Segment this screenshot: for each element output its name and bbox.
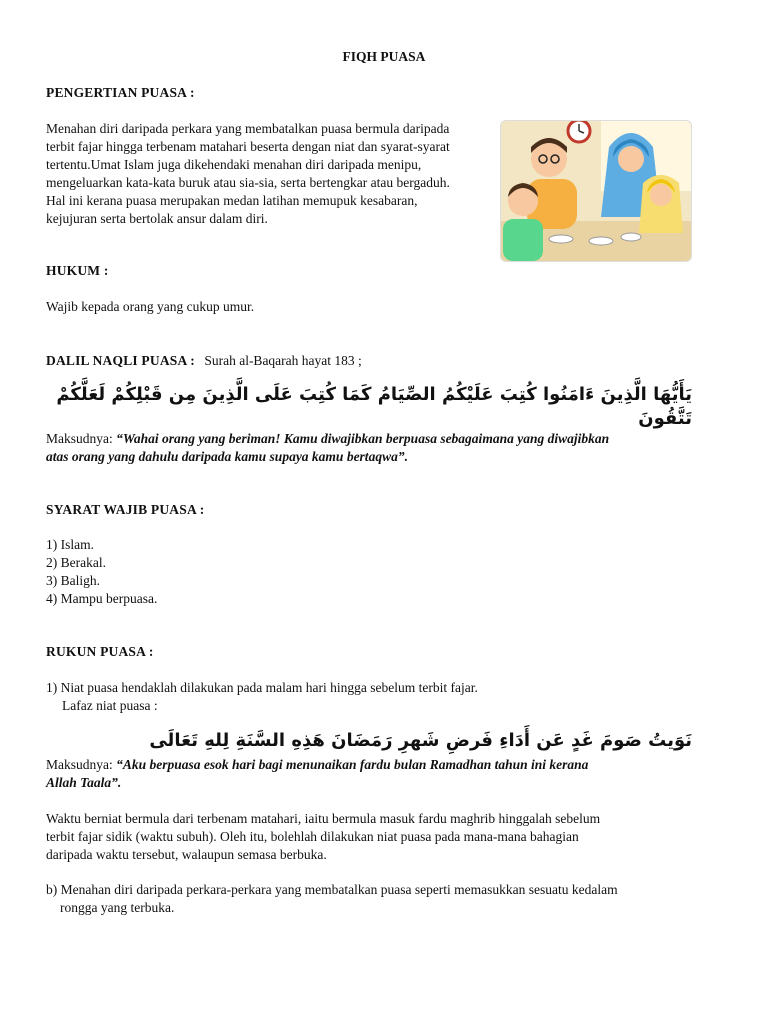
pengertian-paragraph — [46, 120, 496, 228]
pengertian-line: kejujuran serta bertolak ansur dalam diri. — [46, 211, 268, 226]
item-b-line: b) Menahan diri daripada perkara-perkara yang membatalkan puasa seperti memasukkan sesuatu kedalam — [46, 882, 618, 897]
family-breakfast-illustration — [500, 120, 692, 262]
waktu-line: Waktu berniat bermula dari terbenam matahari, iaitu bermula masuk fardu maghrib hinggalah sebelum — [46, 811, 601, 826]
pengertian-line: Menahan diri daripada perkara yang membatalkan puasa bermula daripada — [46, 121, 450, 136]
lafaz-niat-label: Lafaz niat puasa : — [62, 698, 158, 713]
list-item: 2) Berakal. — [46, 555, 106, 570]
pengertian-line: mengeluarkan kata-kata buruk atau sia-sia, serta bertengkar atau bergaduh. — [46, 175, 450, 190]
rukun-item-b — [46, 881, 706, 917]
hukum-text: Wajib kepada orang yang cukup umur. — [46, 299, 255, 314]
dalil-source: Surah al-Baqarah hayat 183 ; — [204, 353, 362, 368]
page-title: FIQH PUASA — [342, 49, 426, 64]
rukun-heading: RUKUN PUASA : — [46, 644, 154, 659]
list-item: 3) Baligh. — [46, 573, 100, 588]
dalil-line — [46, 352, 362, 370]
syarat-heading: SYARAT WAJIB PUASA : — [46, 502, 205, 517]
rukun-item-1: 1) Niat puasa hendaklah dilakukan pada malam hari hingga sebelum terbit fajar. — [46, 680, 478, 695]
dalil-maksud — [46, 430, 690, 466]
pengertian-heading: PENGERTIAN PUASA : — [46, 85, 195, 100]
hukum-heading: HUKUM : — [46, 263, 109, 278]
dalil-heading: DALIL NAQLI PUASA : — [46, 353, 195, 368]
rukun-maksud — [46, 756, 690, 792]
list-item: 4) Mampu berpuasa. — [46, 591, 158, 606]
waktu-line: daripada waktu tersebut, walaupun semasa berbuka. — [46, 847, 327, 862]
rukun-maksud-text-2: Allah Taala”. — [46, 775, 122, 790]
list-item: 1) Islam. — [46, 537, 94, 552]
rukun-maksud-text: “Aku berpuasa esok hari bagi menunaikan fardu bulan Ramadhan tahun ini kerana — [116, 757, 589, 772]
pengertian-line: Hal ini kerana puasa merupakan medan latihan memupuk kesabaran, — [46, 193, 418, 208]
dalil-arabic-verse: يَأَيُّهَا الَّذِينَ ءَامَنُوا كُتِبَ عَلَيْكُمُ الصِّيَامُ كَمَا كُتِبَ عَلَى الَّذِينَ مِن قَبْلِكُمْ لَعَلَّكُمْ تَتَّقُونَ — [56, 384, 692, 429]
niat-arabic: نَوَيتُ صَومَ غَدٍ عَن أَدَاءِ فَرضِ شَهرِ رَمَضَانَ هَذِهِ السَّنَةِ لِلهِ تَعَالَى — [149, 730, 692, 751]
dalil-maksud-label: Maksudnya: — [46, 431, 113, 446]
dalil-maksud-text: “Wahai orang yang beriman! Kamu diwajibkan berpuasa sebagaimana yang diwajibkan — [116, 431, 610, 446]
pengertian-line: tertentu.Umat Islam juga dikehendaki menahan diri daripada menipu, — [46, 157, 422, 172]
pengertian-line: terbit fajar hingga terbenam matahari beserta dengan niat dan syarat-syarat — [46, 139, 450, 154]
rukun-maksud-label: Maksudnya: — [46, 757, 113, 772]
dalil-maksud-text-2: atas orang yang dahulu daripada kamu supaya kamu bertaqwa”. — [46, 449, 408, 464]
waktu-line: terbit fajar sidik (waktu subuh). Oleh itu, bolehlah dilakukan niat puasa pada mana-mana bahagian — [46, 829, 579, 844]
syarat-list — [46, 536, 157, 608]
waktu-niat-paragraph — [46, 810, 690, 864]
item-b-line-2: rongga yang terbuka. — [60, 900, 175, 915]
